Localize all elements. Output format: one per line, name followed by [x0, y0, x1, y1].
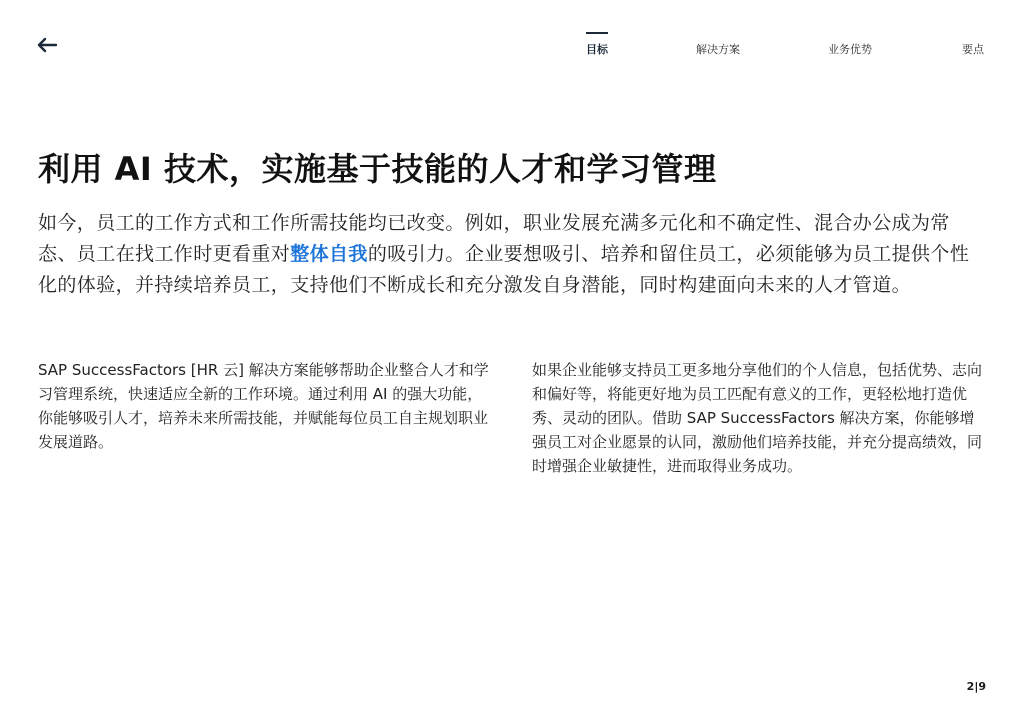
top-navigation: [560, 32, 990, 62]
intro-paragraph: [38, 208, 986, 301]
intro-highlight: 整体自我: [290, 243, 368, 265]
arrow-left-icon: [36, 34, 60, 56]
nav-tab-key-points[interactable]: [962, 41, 984, 57]
right-column-text: 如果企业能够支持员工更多地分享他们的个人信息，包括优势、志向和偏好等，将能更好地为员工匹配有意义的工作，更轻松地打造优秀、灵动的团队。借助 SAP SuccessFactors 解决方案，你能够增强员工对企业愿景的认同，激励他们培养技能，并充分提高绩效，同时增强企业敏捷性，进而取得业务成功。: [532, 361, 983, 475]
left-column-text: SAP SuccessFactors [HR 云] 解决方案能够帮助企业整合人才和学习管理系统，快速适应全新的工作环境。通过利用 AI 的强大功能，你能够吸引人才，培养未来所需技能，并赋能每位员工自主规划职业发展道路。: [38, 361, 489, 451]
nav-tab-label: 要点: [962, 43, 984, 56]
intro-text-before: 如今，员工的工作方式和工作所需技能均已改变。例如，职业发展充满多元化和不确定性、混合办公成为常态、员工在找工作时更看重对: [38, 212, 950, 265]
nav-tab-label: 解决方案: [696, 43, 740, 56]
nav-tab-solutions[interactable]: [696, 41, 740, 57]
back-button[interactable]: [36, 34, 60, 56]
nav-tab-business-benefits[interactable]: [828, 41, 872, 57]
nav-tab-label: 业务优势: [828, 43, 872, 56]
nav-tab-label: 目标: [586, 43, 608, 56]
intro-text-after: 的吸引力。企业要想吸引、培养和留住员工，必须能够为员工提供个性化的体验，并持续培养员工，支持他们不断成长和充分激发自身潜能，同时构建面向未来的人才管道。: [38, 243, 970, 296]
page-number: 2|9: [966, 680, 986, 693]
page-title: 利用 AI 技术，实施基于技能的人才和学习管理: [38, 150, 717, 188]
active-tab-indicator: [586, 32, 608, 34]
nav-tab-goals[interactable]: [586, 41, 608, 57]
